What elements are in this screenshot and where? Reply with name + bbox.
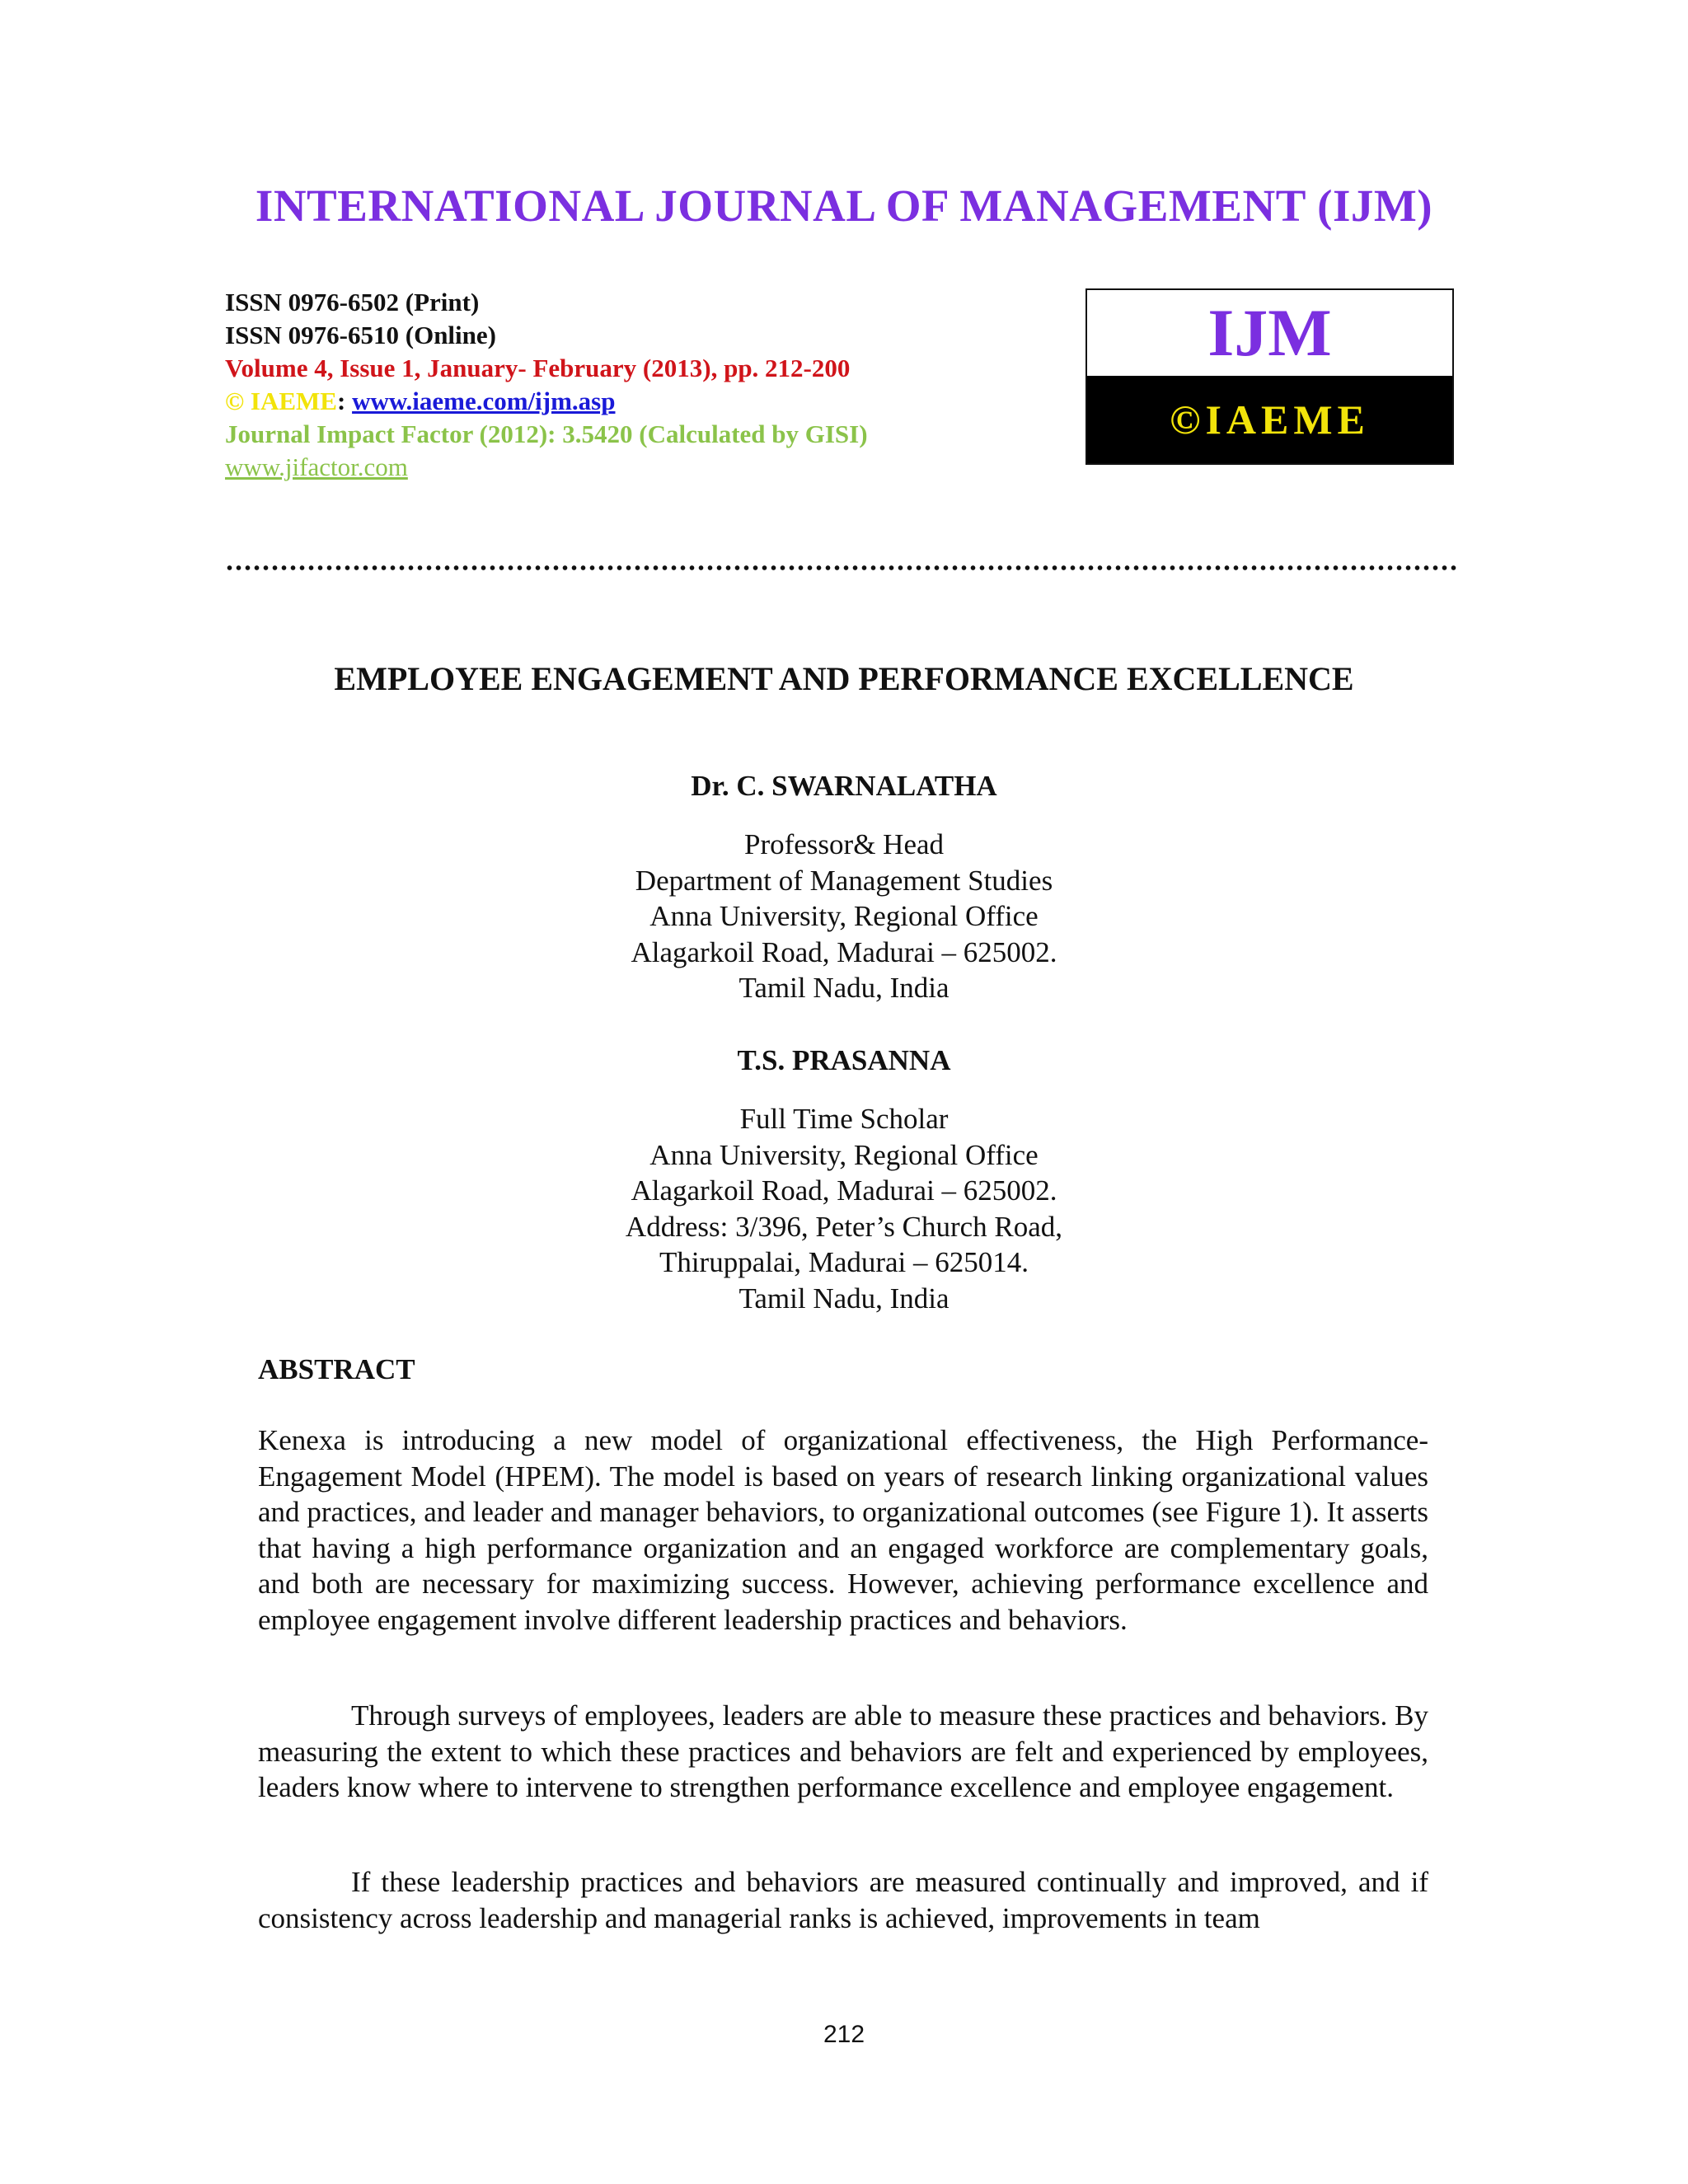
copyright-separator: : [336, 387, 353, 415]
affiliation-line: Alagarkoil Road, Madurai – 625002. [631, 935, 1057, 968]
copyright-mark: © IAEME [225, 387, 337, 415]
paper-title: EMPLOYEE ENGAGEMENT AND PERFORMANCE EXCELLENCE [334, 660, 1354, 697]
affiliation-line: Anna University, Regional Office [649, 900, 1039, 932]
affiliation-line: Department of Management Studies [635, 864, 1053, 897]
dotted-divider [225, 565, 1458, 571]
affiliation-line: Thiruppalai, Madurai – 625014. [659, 1246, 1029, 1278]
copyright-line [225, 385, 868, 418]
affiliation-line: Full Time Scholar [739, 1103, 949, 1135]
abstract-paragraph: Through surveys of employees, leaders are able to measure these practices and behaviors. By measuring the extent to which these practices and behaviors are felt and experienced by employees, leaders know where to intervene to strengthen performance excellence and employee engagement. [258, 1699, 1428, 1803]
abstract-paragraph: If these leadership practices and behaviors are measured continually and improved, and if consistency across leadership and managerial ranks is achieved, improvements in team [258, 1866, 1428, 1934]
affiliation-line: Anna University, Regional Office [649, 1138, 1039, 1171]
author-affiliation [0, 1101, 1688, 1316]
affiliation-line: Alagarkoil Road, Madurai – 625002. [631, 1174, 1057, 1207]
author-affiliation [0, 827, 1688, 1006]
abstract-heading: ABSTRACT [258, 1353, 415, 1385]
author-name: Dr. C. SWARNALATHA [691, 770, 997, 802]
journal-url-link[interactable]: www.iaeme.com/ijm.asp [352, 387, 616, 415]
jifactor-link[interactable]: www.jifactor.com [225, 452, 408, 481]
logo-ijm-text: IJM [1207, 295, 1332, 370]
ijm-logo [1085, 288, 1454, 465]
author-name: T.S. PRASANNA [737, 1044, 951, 1076]
issn-print: ISSN 0976-6502 (Print) [225, 288, 480, 316]
journal-meta [225, 286, 868, 484]
affiliation-line: Tamil Nadu, India [738, 972, 950, 1004]
affiliation-line: Tamil Nadu, India [738, 1282, 950, 1315]
journal-title: INTERNATIONAL JOURNAL OF MANAGEMENT (IJM) [255, 180, 1433, 231]
page-number: 212 [823, 2021, 865, 2048]
logo-iaeme-text: ©IAEME [1087, 376, 1452, 463]
issn-online: ISSN 0976-6510 (Online) [225, 321, 496, 349]
affiliation-line: Address: 3/396, Peter’s Church Road, [625, 1210, 1063, 1243]
affiliation-line: Professor& Head [743, 828, 945, 860]
impact-factor: Journal Impact Factor (2012): 3.5420 (Calculated by GISI) [225, 419, 868, 448]
volume-info: Volume 4, Issue 1, January- February (2013), pp. 212-200 [225, 354, 851, 382]
abstract-paragraph: Kenexa is introducing a new model of organizational effectiveness, the High Performance-Engagement Model (HPEM). The model is based on years of research linking organizational values and practices, and leader and manager behaviors, to organizational outcomes (see Figure 1). It asserts that having a high performance organization and an engaged workforce are complementary goals, and both are necessary for maximizing success. However, achieving performance excellence and employee engagement involve different leadership practices and behaviors. [258, 1424, 1428, 1636]
